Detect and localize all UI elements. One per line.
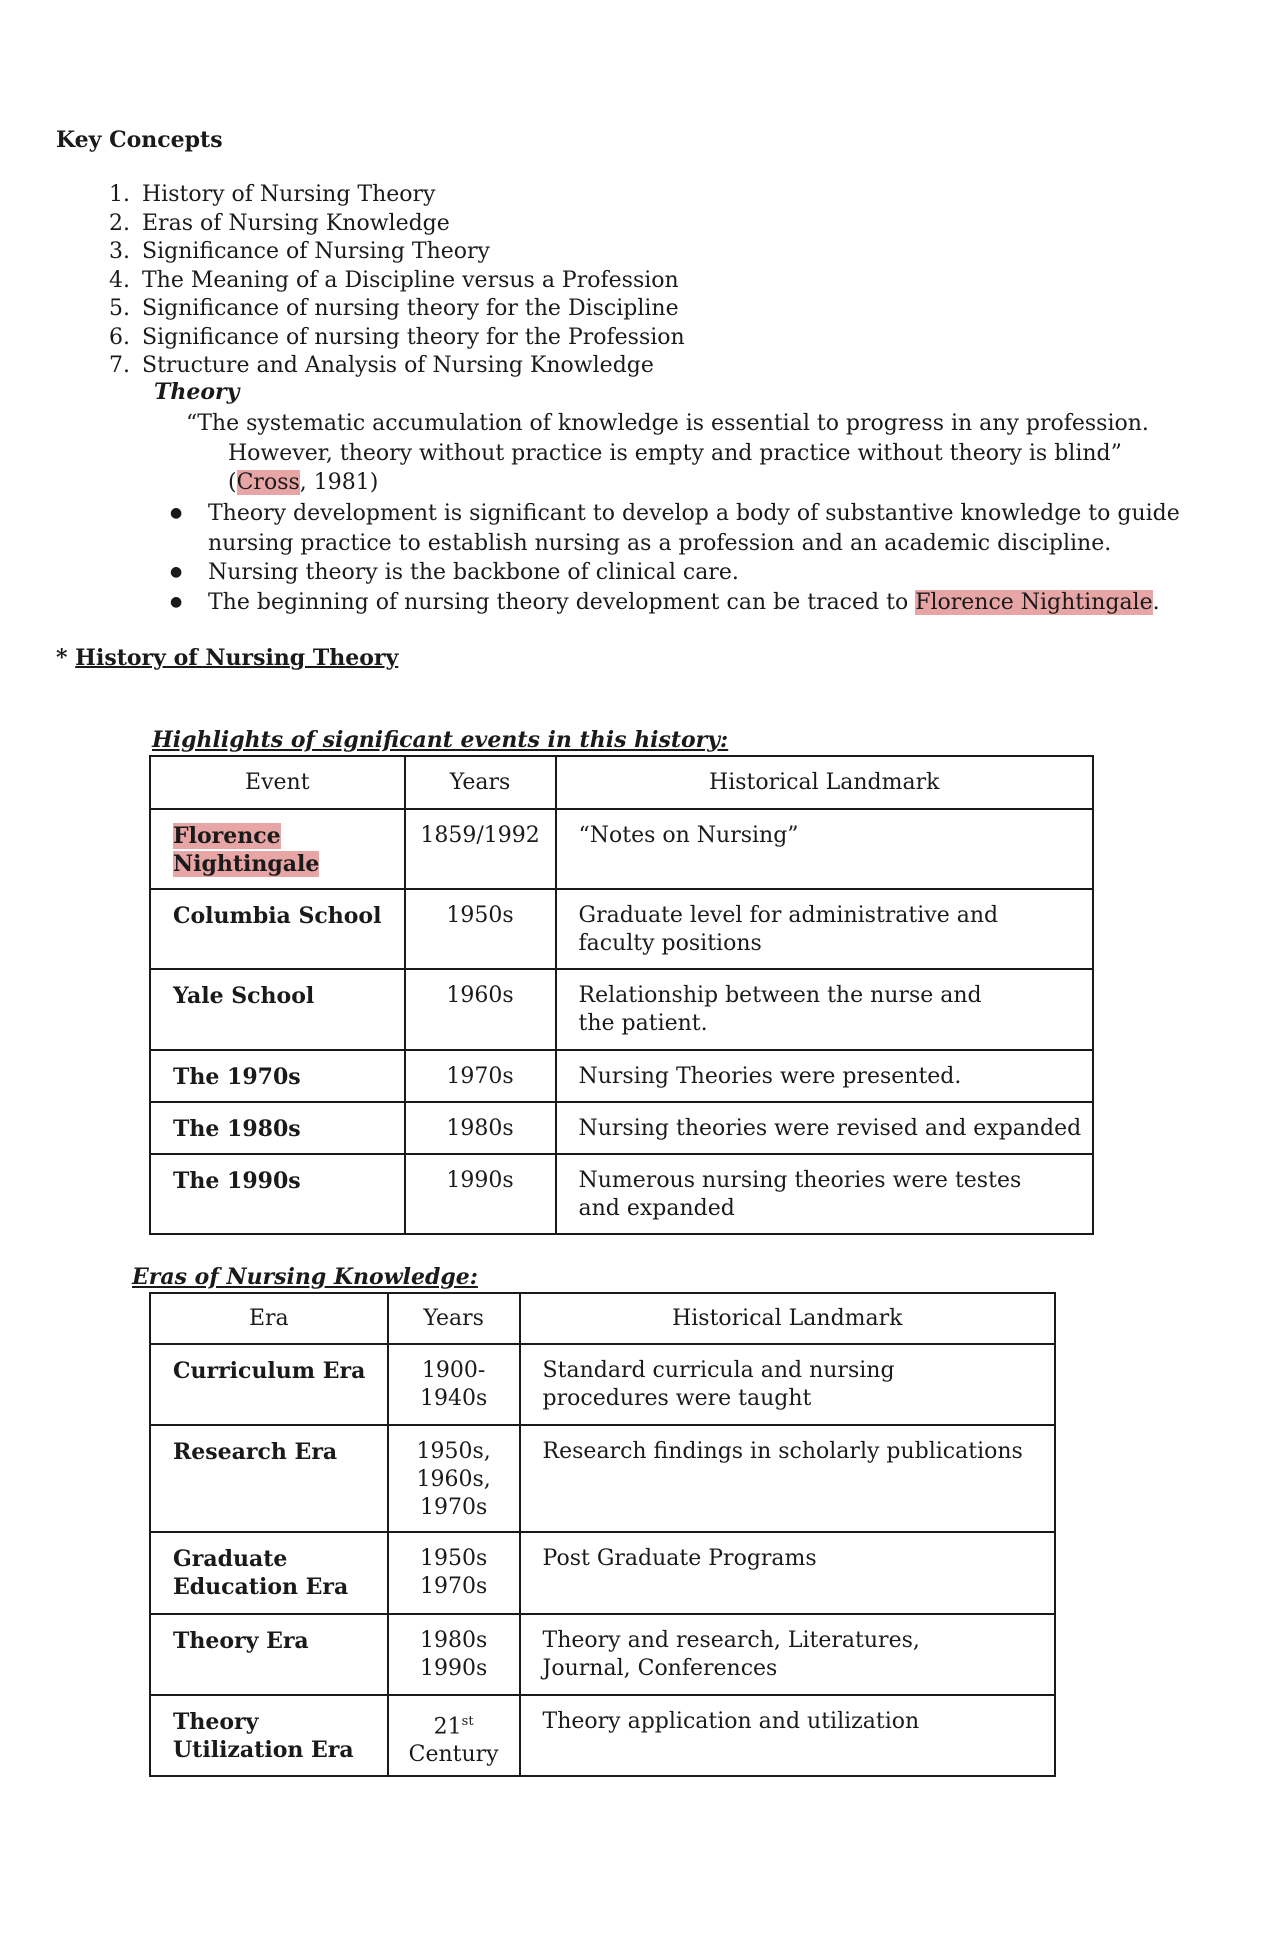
key-concepts-list	[92, 181, 685, 381]
list-item: 2. Eras of Nursing Knowledge	[109, 210, 450, 236]
theory-heading: Theory	[154, 379, 240, 405]
column-header: Era	[150, 1293, 388, 1344]
table-header-row	[150, 1293, 1055, 1344]
table-row: The 1980s 1980s Nursing theories were revised and expanded	[150, 1102, 1093, 1154]
list-item: ● Nursing theory is the backbone of clinical care.	[170, 558, 1180, 588]
list-item: ● Theory development is significant to develop a body of substantive knowledge to guide nursing practice to establish nursing as a profession and an academic discipline.	[170, 499, 1180, 558]
table-row: The 1970s 1970s Nursing Theories were presented.	[150, 1050, 1093, 1102]
table-row: The 1990s 1990s Numerous nursing theories were testes and expanded	[150, 1154, 1093, 1234]
history-heading: * History of Nursing Theory	[56, 645, 399, 671]
eras-table-caption: Eras of Nursing Knowledge:	[132, 1264, 478, 1290]
eras-table	[149, 1292, 1056, 1777]
table-row: Graduate Education Era 1950s 1970s Post Graduate Programs	[150, 1532, 1055, 1614]
table-row: Theory Utilization Era 21st Century Theory application and utilization	[150, 1695, 1055, 1776]
column-header: Historical Landmark	[520, 1293, 1055, 1344]
highlight: Cross	[236, 470, 300, 495]
list-item: ● The beginning of nursing theory development can be traced to Florence Nightingale.	[170, 588, 1180, 618]
column-header: Event	[150, 756, 405, 809]
table-row: Theory Era 1980s 1990s Theory and research, Literatures, Journal, Conferences	[150, 1614, 1055, 1695]
table-row: Florence Nightingale 1859/1992 “Notes on Nursing”	[150, 809, 1093, 889]
history-table-caption: Highlights of significant events in this history:	[152, 727, 729, 753]
column-header: Historical Landmark	[556, 756, 1094, 809]
column-header: Years	[388, 1293, 520, 1344]
table-row: Yale School 1960s Relationship between the nurse and the patient.	[150, 969, 1093, 1050]
theory-quote: “The systematic accumulation of knowledge is essential to progress in any profession. However, theory without practice is empty and practice without theory is blind” (Cross, 1981)	[186, 411, 1149, 495]
theory-bullets	[170, 499, 1180, 617]
list-item: 3. Significance of Nursing Theory	[109, 239, 490, 264]
table-row: Columbia School 1950s Graduate level for administrative and faculty positions	[150, 889, 1093, 969]
table-row: Curriculum Era 1900- 1940s Standard curricula and nursing procedures were taught	[150, 1344, 1055, 1425]
column-header: Years	[405, 756, 556, 809]
highlight: Florence Nightingale	[915, 589, 1153, 615]
table-header-row	[150, 756, 1093, 809]
table-row: Research Era 1950s, 1960s, 1970s Research findings in scholarly publications	[150, 1425, 1055, 1532]
history-table	[149, 755, 1094, 1235]
key-concepts-title: Key Concepts	[56, 127, 223, 153]
list-item: 5. Significance of nursing theory for the Discipline	[109, 296, 679, 321]
list-item: 1. History of Nursing Theory	[109, 182, 436, 207]
list-item: 7. Structure and Analysis of Nursing Knowledge	[109, 353, 654, 378]
list-item: 4. The Meaning of a Discipline versus a Profession	[109, 267, 679, 293]
list-item: 6. Significance of nursing theory for the Profession	[109, 324, 685, 350]
